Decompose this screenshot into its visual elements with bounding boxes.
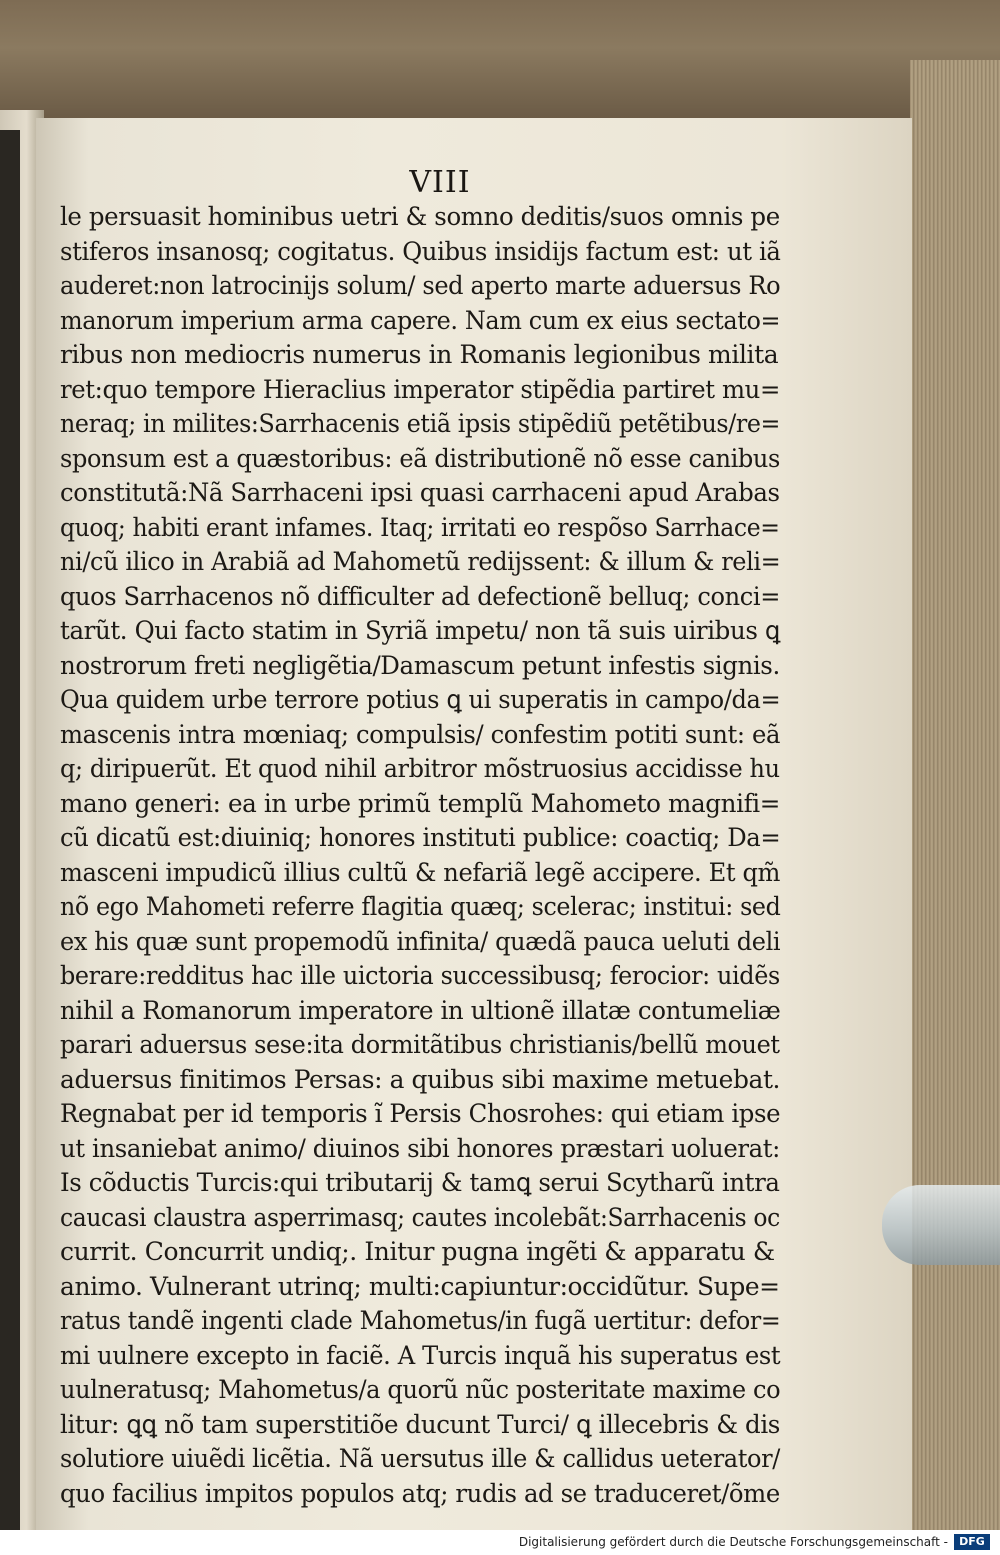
text-line: cũ dicatũ est:diuiniq; honores instituti publice: coactiq; Da= <box>60 823 781 852</box>
text-line: quoq; habiti erant infames. Itaq; irritati eo respõso Sarrhace= <box>60 512 780 542</box>
text-line: mascenis intra mœniaq; compulsis/ confestim potiti sunt: eã <box>60 719 781 749</box>
text-line: quo facilius impitos populos atq; rudis ad se traduceret/õme <box>60 1478 780 1508</box>
text-line: Regnabat per id temporis ĩ Persis Chosrohes: qui etiam ipse <box>60 1099 781 1128</box>
text-line: ribus non mediocris numerus in Romanis legionibus milita <box>60 340 779 369</box>
text-line: mi uulnere excepto in faciẽ. A Turcis inquã his superatus est <box>60 1340 781 1370</box>
text-line: nõ ego Mahometi referre flagitia quæq; scelerac; institui: sed <box>60 892 781 921</box>
page-text <box>60 200 780 1511</box>
text-line: neraq; in milites:Sarrhacenis etiã ipsis stipẽdiũ petẽtibus/re= <box>60 409 781 438</box>
text-line: aduersus finitimos Persas: a quibus sibi maxime metuebat. <box>60 1064 781 1094</box>
text-line: nihil a Romanorum imperatore in ultionẽ illatæ contumeliæ <box>60 995 781 1025</box>
text-line: ex his quæ sunt propemodũ infinita/ quædã pauca ueluti deli <box>60 926 781 956</box>
text-line: stiferos insanosq; cogitatus. Quibus insidijs factum est: ut iã <box>60 236 781 266</box>
facing-page-shadow <box>0 130 20 1530</box>
text-line: auderet:non latrocinijs solum/ sed aperto marte aduersus Ro <box>60 271 781 300</box>
dfg-logo: DFG <box>954 1534 990 1550</box>
page-holder-clip <box>882 1185 1000 1265</box>
text-line: litur: ꝗꝗ nõ tam superstitiõe ducunt Turci/ ꝗ illecebris & dis <box>60 1409 780 1439</box>
text-line: parari aduersus sese:ita dormitãtibus christianis/bellũ mouet <box>60 1030 780 1059</box>
text-line: quos Sarrhacenos nõ difficulter ad defectionẽ belluq; conci= <box>60 581 781 611</box>
text-line: q; diripuerũt. Et quod nihil arbitror mõstruosius accidisse hu <box>60 754 780 783</box>
text-line: ni/cũ ilico in Arabiã ad Mahometũ redijssent: & illum & reli= <box>60 547 781 576</box>
folio-number: VIII <box>409 165 471 200</box>
text-line: mano generi: ea in urbe primũ templũ Mahometo magnifi= <box>60 788 781 818</box>
text-line: uulneratusq; Mahometus/a quorũ nũc posteritate maxime co <box>60 1375 781 1404</box>
text-line: ut insaniebat animo/ diuinos sibi honores præstari uoluerat: <box>60 1133 780 1163</box>
text-line: constitutã:Nã Sarrhaceni ipsi quasi carrhaceni apud Arabas <box>60 478 780 507</box>
funding-credit: Digitalisierung gefördert durch die Deutsche Forschungsgemeinschaft - <box>518 1535 948 1549</box>
text-line: nostrorum freti negligẽtia/Damascum petunt infestis signis. <box>60 650 780 680</box>
text-line: berare:redditus hac ille uictoria successibusq; ferocior: uidẽs <box>60 961 780 990</box>
text-line: masceni impudicũ illius cultũ & nefariã legẽ accipere. Et qm̃ <box>60 857 781 887</box>
text-line: le persuasit hominibus uetri & somno deditis/suos omnis pe <box>60 202 780 231</box>
text-line: Qua quidem urbe terrore potius ꝗ ui superatis in campo/da= <box>60 685 781 714</box>
book-top-edge <box>0 0 1000 120</box>
text-line: tarũt. Qui facto statim in Syriã impetu/ non tã suis uiribus ꝗ <box>60 616 781 645</box>
text-line: Is cõductis Turcis:qui tributarij & tamꝗ serui Scytharũ intra <box>60 1168 780 1197</box>
page-fore-edge <box>910 60 1000 1530</box>
text-line: solutiore uiuẽdi licẽtia. Nã uersutus ille & callidus ueterator/ <box>60 1444 780 1473</box>
text-line: animo. Vulnerant utrinq; multi:capiuntur:occidũtur. Supe= <box>60 1271 780 1301</box>
text-line: caucasi claustra asperrimasq; cautes incolebãt:Sarrhacenis oc <box>60 1202 780 1232</box>
text-line: manorum imperium arma capere. Nam cum ex eius sectato= <box>60 305 781 335</box>
text-line: currit. Concurrit undiq;. Initur pugna ingẽti & apparatu & <box>60 1237 775 1266</box>
text-line: sponsum est a quæstoribus: eã distributionẽ nõ esse canibus <box>60 443 780 473</box>
text-line: ret:quo tempore Hieraclius imperator stipẽdia partiret mu= <box>60 374 780 404</box>
text-line: ratus tandẽ ingenti clade Mahometus/in fugã uertitur: defor= <box>60 1306 781 1335</box>
